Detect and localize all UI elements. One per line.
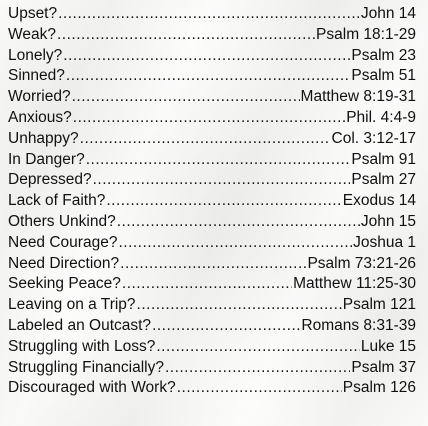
dot-leader	[120, 255, 306, 273]
list-item	[8, 317, 416, 338]
scripture-reference: Psalm 18:1-29	[316, 25, 416, 43]
feeling-label: Labeled an Outcast?	[8, 316, 152, 334]
feeling-label: Need Direction?	[8, 254, 120, 272]
dot-leader	[57, 26, 315, 44]
list-item	[8, 275, 416, 296]
feeling-label: Weak?	[8, 25, 56, 43]
scripture-reference: Psalm 121	[342, 296, 416, 314]
scripture-reference: Matthew 11:25-30	[293, 275, 416, 293]
scripture-reference: Psalm 27	[351, 171, 416, 189]
list-item	[8, 171, 416, 192]
list-item	[8, 359, 416, 380]
scripture-reference: Psalm 73:21-26	[307, 254, 416, 272]
dot-leader	[72, 88, 300, 106]
dot-leader	[66, 67, 350, 85]
scripture-reference: Psalm 51	[351, 67, 416, 85]
feeling-label: Leaving on a Trip?	[8, 296, 136, 314]
dot-leader	[117, 213, 360, 231]
feeling-label: Struggling with Loss?	[8, 337, 156, 355]
feeling-label: In Danger?	[8, 150, 85, 168]
feeling-label: Depressed?	[8, 171, 92, 189]
scripture-reference: Romans 8:31-39	[301, 316, 416, 334]
dot-leader	[122, 275, 292, 293]
list-item	[8, 5, 416, 26]
feeling-label: Lack of Faith?	[8, 192, 106, 210]
list-item	[8, 151, 416, 172]
dot-leader	[118, 234, 352, 252]
dot-leader	[152, 317, 300, 335]
list-item	[8, 130, 416, 151]
dot-leader	[156, 338, 359, 356]
list-item	[8, 213, 416, 234]
feeling-label: Upset?	[8, 5, 58, 22]
feeling-label: Need Courage?	[8, 233, 118, 251]
scripture-reference: Phil. 4:4-9	[346, 108, 416, 126]
dot-leader	[73, 109, 345, 127]
scripture-reference: Psalm 126	[342, 379, 416, 397]
list-item	[8, 296, 416, 317]
list-item	[8, 88, 416, 109]
scripture-reference: Luke 15	[360, 337, 416, 355]
dot-leader	[58, 5, 360, 23]
feeling-label: Sinned?	[8, 67, 65, 85]
scripture-reference: Matthew 8:19-31	[300, 88, 416, 106]
feeling-label: Seeking Peace?	[8, 275, 121, 293]
scripture-reference: John 15	[360, 212, 416, 230]
list-item	[8, 234, 416, 255]
verse-list	[8, 5, 416, 400]
feeling-label: Anxious?	[8, 108, 72, 126]
list-item	[8, 379, 416, 400]
feeling-label: Others Unkind?	[8, 212, 116, 230]
dot-leader	[93, 171, 351, 189]
dot-leader	[165, 359, 350, 377]
feeling-label: Struggling Financially?	[8, 358, 164, 376]
scripture-reference: Exodus 14	[342, 192, 416, 210]
dot-leader	[137, 296, 342, 314]
list-item	[8, 109, 416, 130]
dot-leader	[86, 151, 351, 169]
list-item	[8, 47, 416, 68]
dot-leader	[106, 192, 341, 210]
list-item	[8, 255, 416, 276]
dot-leader	[177, 379, 342, 397]
scripture-reference: John 14	[360, 5, 416, 22]
feeling-label: Discouraged with Work?	[8, 379, 176, 397]
list-item	[8, 26, 416, 47]
feeling-label: Unhappy?	[8, 129, 79, 147]
scripture-reference: Col. 3:12-17	[331, 129, 416, 147]
list-item	[8, 338, 416, 359]
scripture-reference: Psalm 23	[351, 46, 416, 64]
list-item	[8, 192, 416, 213]
feeling-label: Lonely?	[8, 46, 63, 64]
scripture-reference: Psalm 37	[351, 358, 416, 376]
dot-leader	[80, 130, 331, 148]
feeling-label: Worried?	[8, 88, 71, 106]
list-item	[8, 67, 416, 88]
dot-leader	[63, 47, 350, 65]
scripture-reference: Joshua 1	[353, 233, 416, 251]
scripture-reference: Psalm 91	[351, 150, 416, 168]
